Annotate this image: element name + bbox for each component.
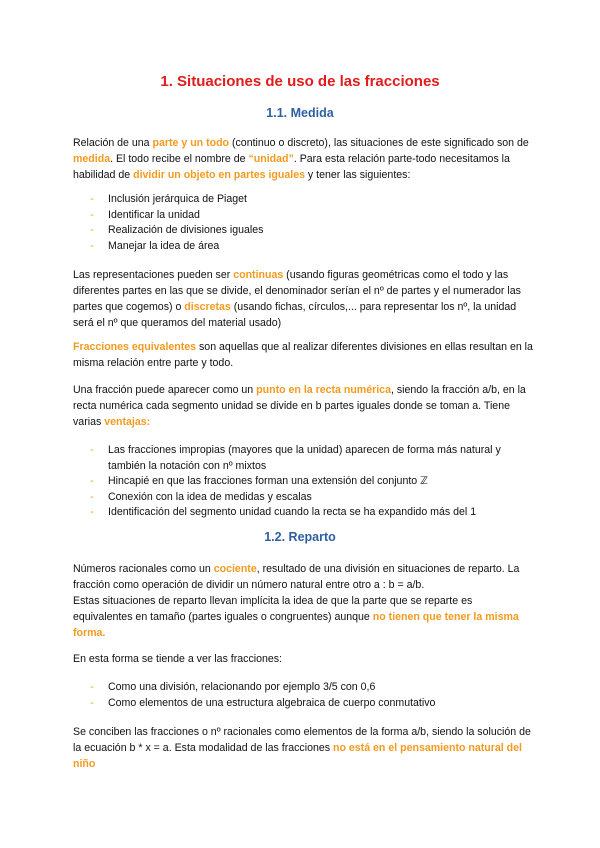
text: y tener las siguientes: — [304, 169, 411, 181]
dash-bullet: - — [90, 239, 94, 252]
dash-bullet: - — [90, 224, 94, 237]
list-item-text: Manejar la idea de área — [108, 239, 220, 252]
list-item — [73, 490, 533, 506]
highlight: dividir un objeto en partes iguales — [133, 169, 305, 181]
text: Estas situaciones de reparto llevan implícita la idea de que la parte que se reparte es equivalentes en tamaño (partes iguales o congruentes) aunque — [73, 595, 473, 623]
list-item-text: Realización de divisiones iguales — [108, 224, 264, 237]
paragraph-recta-numerica — [73, 382, 533, 430]
highlight: cociente — [213, 563, 257, 575]
text: son aquellas que al realizar diferentes divisiones en ellas resultan en la misma relación entre parte y todo. — [73, 341, 533, 369]
highlight: punto en la recta numérica — [256, 384, 391, 396]
list-item-text: Como una división, relacionando por ejemplo 3/5 con 0,6 — [108, 681, 376, 693]
dash-bullet: - — [90, 208, 94, 221]
text: Las representaciones pueden ser — [73, 269, 234, 281]
dash-bullet: - — [90, 490, 94, 503]
text: (continuo o discreto), las situaciones de este significado son de — [229, 137, 529, 149]
dash-bullet: - — [90, 506, 94, 519]
list-item — [73, 192, 533, 208]
dash-bullet: - — [90, 193, 94, 205]
text: (usando figuras geométricas como el todo y las diferentes partes en las que se divide, el denominador serían el nº de partes y el numerador las partes que cogemos) o — [73, 269, 521, 313]
highlight: medida — [73, 153, 111, 165]
highlight: parte y un todo — [152, 137, 230, 149]
text: Números racionales como un — [73, 563, 214, 575]
list-item-text: Como elementos de una estructura algebraica de cuerpo conmutativo — [108, 696, 436, 709]
list-item-text: Las fracciones impropias (mayores que la unidad) aparecen de forma más natural y también la notación con nº mixtos — [108, 444, 501, 472]
paragraph-representaciones — [73, 267, 533, 331]
text: Relación de una — [73, 137, 153, 149]
list-item-text: Hincapié en que las fracciones forman una extensión del conjunto ℤ — [108, 475, 429, 488]
dash-bullet: - — [90, 444, 94, 456]
paragraph-fracciones-equivalentes — [73, 339, 533, 371]
highlight: Fracciones equivalentes — [73, 341, 197, 353]
text: . El todo recibe el nombre de — [110, 153, 249, 165]
list-item-text: Inclusión jerárquica de Piaget — [108, 193, 247, 205]
dash-bullet: - — [90, 681, 94, 693]
highlight: no está en el pensamiento natural del niño — [73, 742, 522, 770]
text: , resultado de una división en situaciones de reparto. La fracción como operación de dividir un número natural entre otro a : b = a/b. — [73, 563, 520, 591]
list-item — [73, 223, 533, 239]
list-item-text: Identificación del segmento unidad cuando la recta se ha expandido más del 1 — [108, 506, 477, 519]
paragraph-cociente — [73, 561, 533, 593]
text: (usando fichas, círculos,... para representar los nº, la unidad será el nº que queramos del material usado) — [73, 301, 517, 329]
text: , siendo la fracción a/b, en la recta numérica cada segmento unidad se divide en b partes iguales donde se toman a. Tiene varias — [73, 384, 526, 428]
list-item-text: Conexión con la idea de medidas y escalas — [108, 490, 312, 503]
dash-bullet: - — [90, 696, 94, 709]
list-item — [73, 505, 533, 521]
paragraph-medida-intro — [73, 135, 533, 183]
highlight: discretas — [184, 301, 231, 313]
dash-bullet: - — [90, 475, 94, 488]
list-item — [73, 696, 533, 712]
text: Se conciben las fracciones o nº racionales como elementos de la forma a/b, siendo la solución de la ecuación b * x = a. Esta modalidad de las fracciones — [73, 726, 531, 754]
paragraph-forma: En esta forma se tiende a ver las fracciones: — [73, 653, 283, 665]
text: . Para esta relación parte-todo necesitamos la habilidad de — [73, 153, 510, 181]
list-ventajas — [73, 443, 533, 521]
list-item-text: Identificar la unidad — [108, 208, 200, 221]
text: Una fracción puede aparecer como un — [73, 384, 257, 396]
list-item — [73, 443, 533, 474]
list-habilidades — [73, 192, 533, 254]
section-title: 1. Situaciones de uso de las fracciones — [160, 73, 440, 90]
list-item — [73, 239, 533, 255]
highlight: no tienen que tener la misma forma. — [73, 611, 519, 639]
highlight: ventajas: — [104, 416, 151, 428]
paragraph-situaciones-reparto — [73, 593, 533, 641]
list-item — [73, 680, 533, 696]
list-item — [73, 474, 533, 490]
list-item — [73, 208, 533, 224]
subsection-heading-reparto: 1.2. Reparto — [264, 530, 336, 544]
paragraph-conciben — [73, 724, 533, 772]
highlight: continuas — [233, 269, 284, 281]
list-formas — [73, 680, 533, 711]
highlight: “unidad” — [248, 153, 294, 165]
subsection-heading-medida: 1.1. Medida — [266, 106, 334, 120]
